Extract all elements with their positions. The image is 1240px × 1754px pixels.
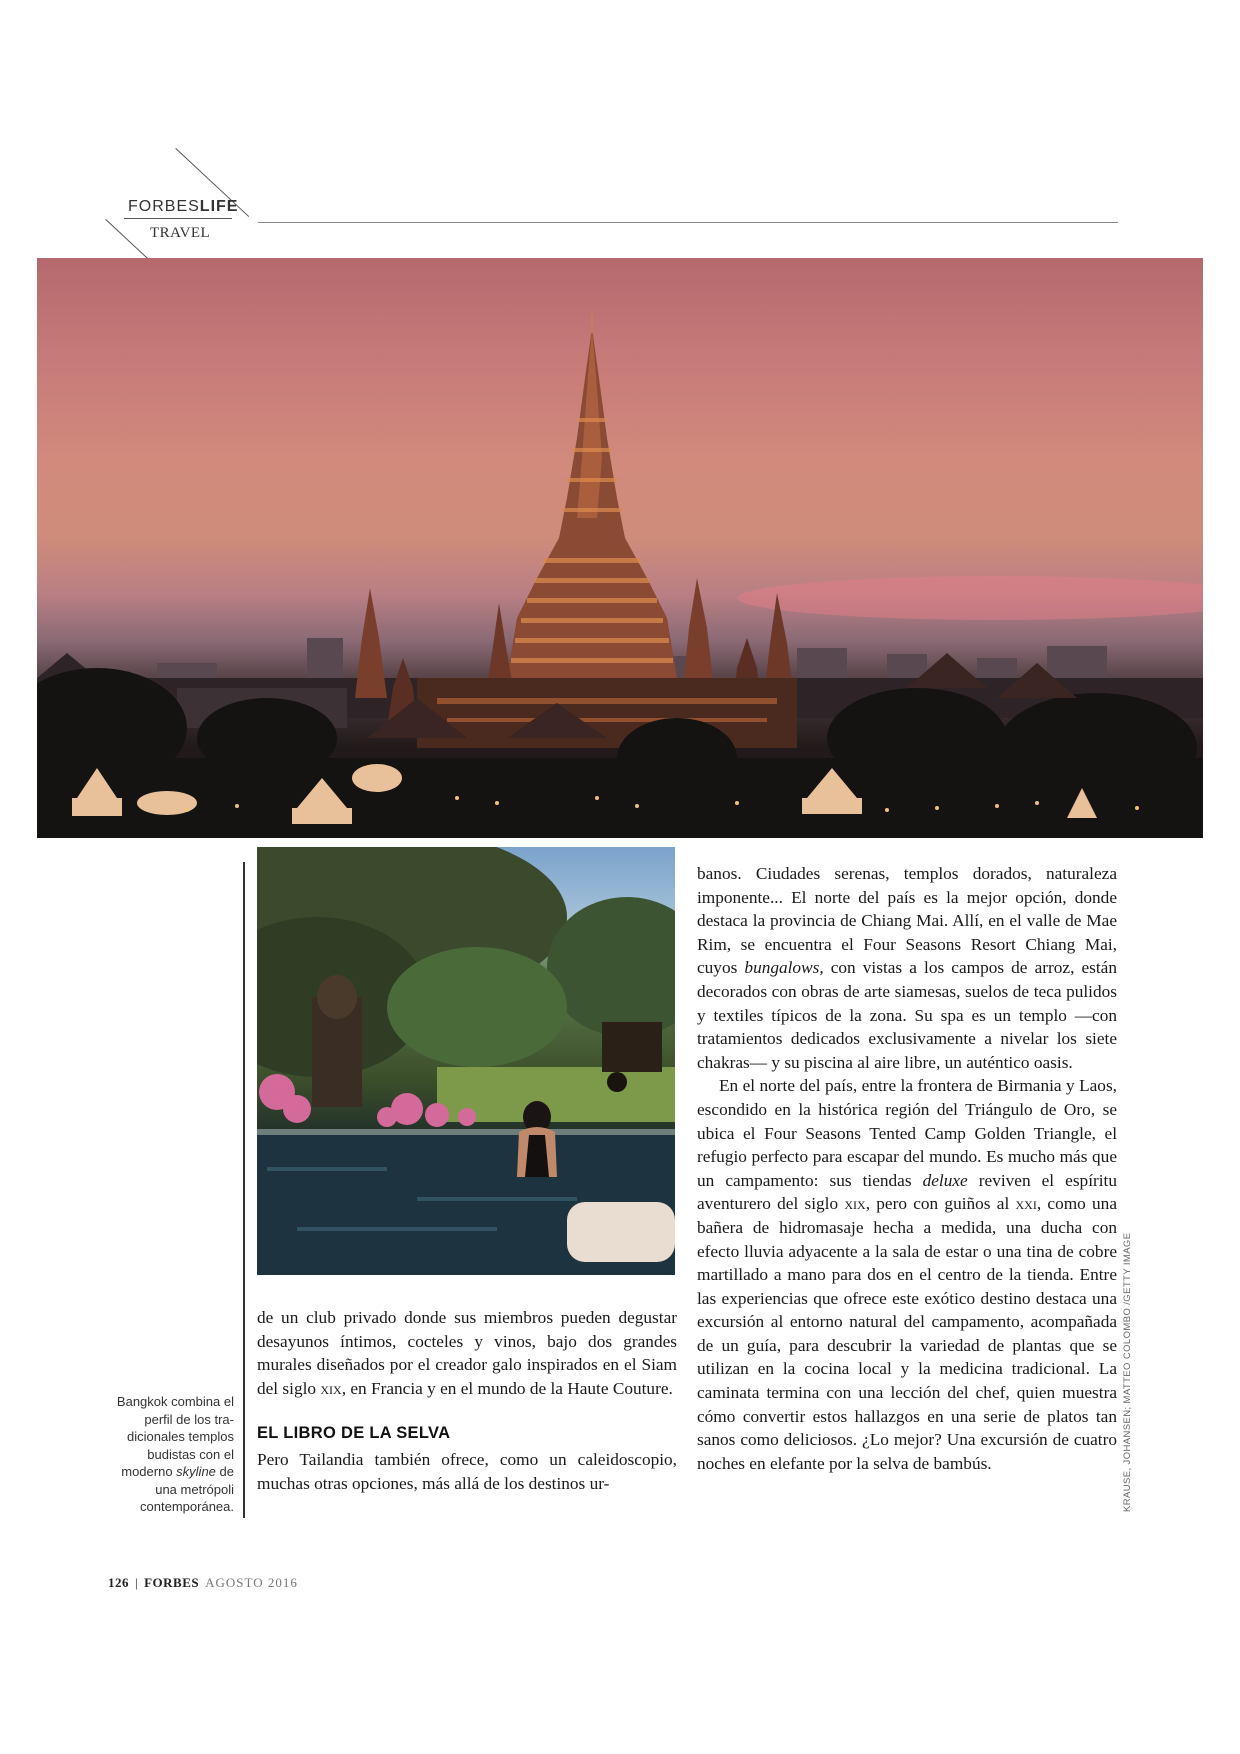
article-column-1 <box>257 1306 677 1495</box>
pool-photo <box>257 847 675 1275</box>
issue-date: AGOSTO 2016 <box>205 1575 298 1590</box>
photo-caption: Bangkok combina el perfil de los tradicionales templos budistas con el moderno skyline de una metrópoli contemporánea. <box>116 1394 234 1514</box>
paragraph: banos. Ciudades serenas, templos dorados, naturaleza imponente... El norte del país es la mejor opción, donde destaca la provincia de Chiang Mai. Allí, en el valle de Mae Rim, se encuentra el Four Seasons Resort Chiang Mai, cuyos bungalows, con vistas a los campos de arroz, están decorados con obras de arte siamesas, suelos de teca pulidos y textiles típicos de la zona. Su spa es un templo —con tratamientos dedicados exclusivamente a nivelar los siete chakras— y su piscina al aire libre, un auténtico oasis. <box>697 864 1117 1072</box>
section-underline <box>124 218 232 219</box>
photo-credit: KRAUSE, JOHANSEN; MATTEO COLOMBO /GETTY IMAGE <box>1122 1232 1133 1512</box>
section-subheading: EL LIBRO DE LA SELVA <box>257 1424 451 1443</box>
subsection-label: TRAVEL <box>150 225 211 241</box>
paragraph: de un club privado donde sus miembros pueden degustar desayunos íntimos, cocteles y vinos, bajo dos grandes murales diseñados por el creador galo inspirados en el Siam del siglo xix, en Francia y en el mundo de la Haute Couture. <box>257 1308 677 1398</box>
hero-photo <box>37 258 1203 838</box>
section-label: FORBESLIFE <box>128 198 239 215</box>
paragraph: Pero Tailandia también ofrece, como un caleidoscopio, muchas otras opciones, más allá de los destinos ur- <box>257 1449 677 1493</box>
header-rule <box>258 222 1118 223</box>
page-footer <box>108 1575 298 1591</box>
page-number: 126 <box>108 1575 129 1590</box>
magazine-name: FORBES <box>144 1575 200 1590</box>
article-column-2 <box>697 862 1117 1475</box>
caption-rule <box>243 862 245 1518</box>
paragraph: En el norte del país, entre la frontera de Birmania y Laos, escondido en la histórica región del Triángulo de Oro, se ubica el Four Seasons Tented Camp Golden Triangle, el refugio perfecto para escapar del mundo. Es mucho más que un campamento: sus tiendas deluxe reviven el espíritu aventurero del siglo xix, pero con guiños al xxi, como una bañera de hidromasaje hecha a medida, una ducha con efecto lluvia adyacente a la sala de estar o una tina de cobre martillado a mano para dos en el centro de la tienda. Entre las experiencias que ofrece este exótico destino destaca una excursión al entorno natural del campamento, acompañada de un guía, para descubrir la variedad de plantas que se utilizan en la cocina local y la medicina tradicional. La caminata termina con una lección del chef, quien muestra cómo convertir estos hallazgos en una serie de platos tan sanos como deliciosos. ¿Lo mejor? Una excursión de cuatro noches en elefante por la selva de bambús. <box>697 1076 1117 1473</box>
footer-separator: | <box>135 1575 139 1590</box>
